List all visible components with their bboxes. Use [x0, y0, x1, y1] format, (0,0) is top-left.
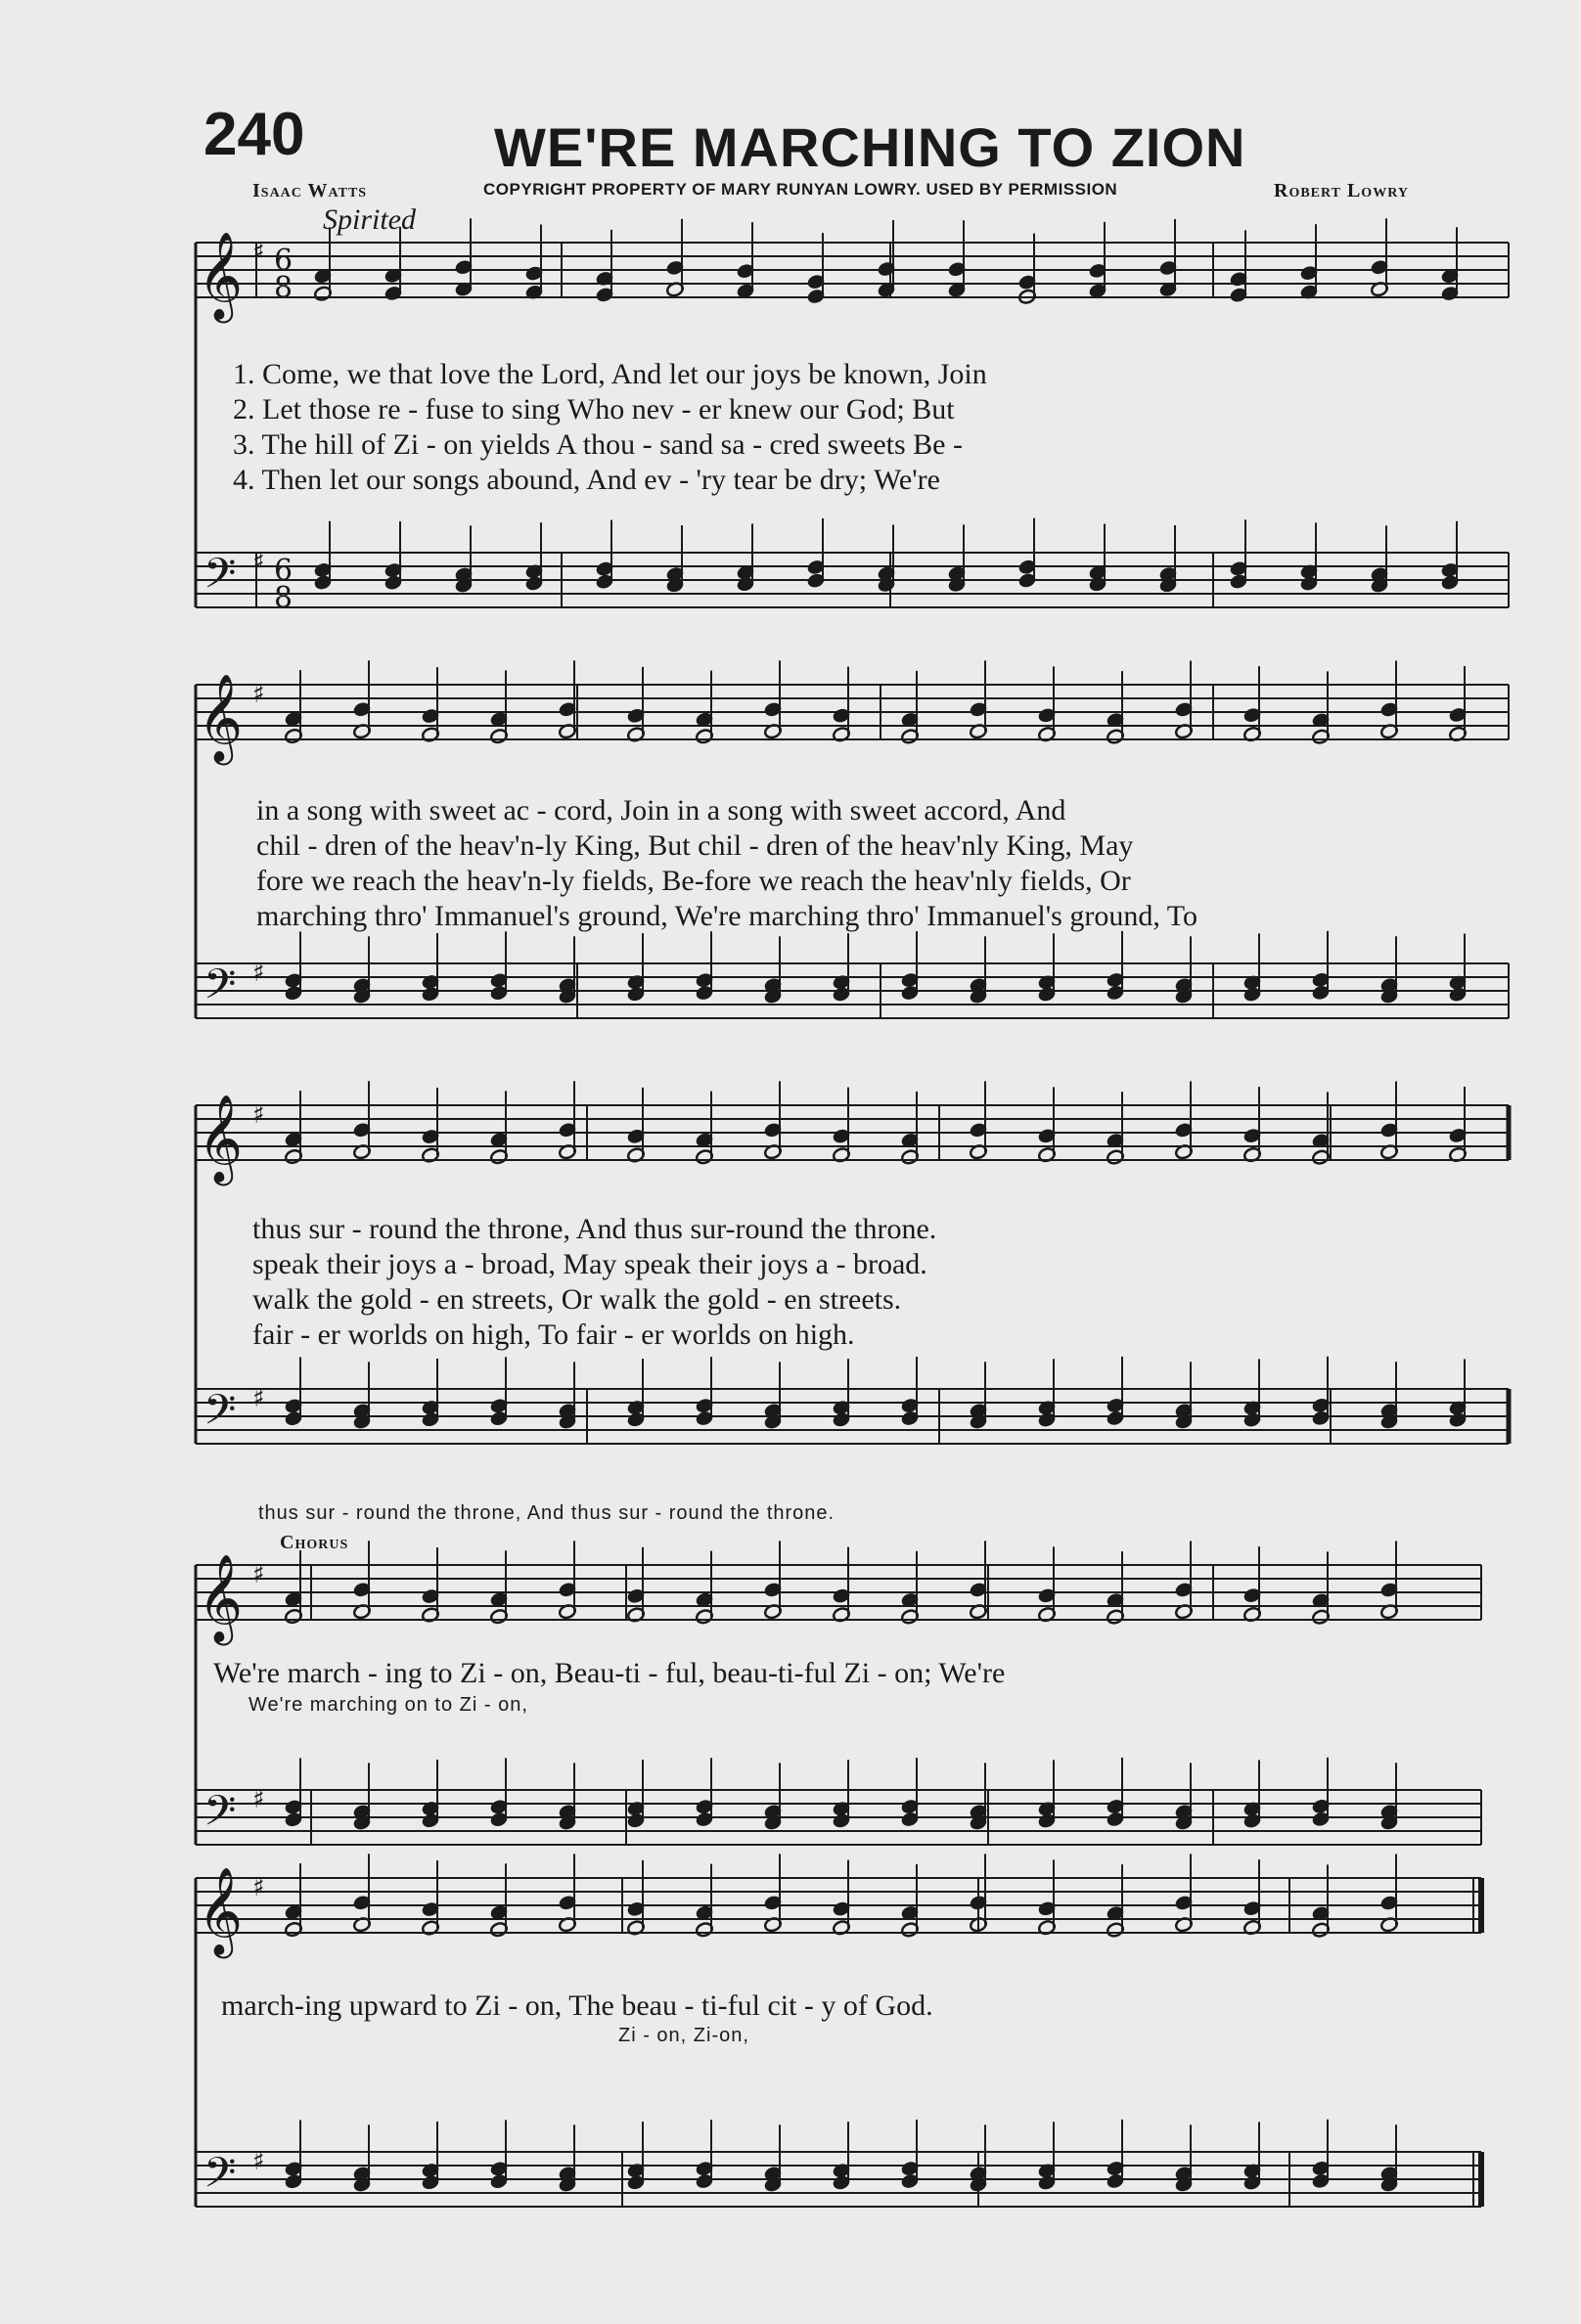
chorus-line: We're march - ing to Zi - on, Beau-ti - ful, beau-ti-ful Zi - on; We're — [213, 1657, 1006, 1689]
chorus-line: march-ing upward to Zi - on, The beau - ti-ful cit - y of God. — [221, 1989, 933, 2022]
composer-credit: Robert Lowry — [1274, 180, 1409, 201]
time-signature-bottom: 8 — [274, 271, 294, 305]
key-sharp-icon: ♯ — [252, 548, 265, 577]
verse-line: fair - er worlds on high, To fair - er worlds on high. — [252, 1318, 855, 1351]
key-sharp-icon: ♯ — [252, 959, 265, 988]
bass-clef-icon: 𝄢 — [203, 1787, 237, 1846]
verse-line: 1. Come, we that love the Lord, And let our joys be known, Join — [233, 358, 987, 390]
bass-clef-icon: 𝄢 — [203, 550, 237, 608]
hymn-number: 240 — [203, 101, 305, 168]
verse-line: thus sur - round the throne, And thus sur-round the throne. — [252, 1213, 937, 1245]
treble-clef-icon: 𝄞 — [198, 674, 244, 762]
time-signature-top: 6 — [274, 554, 294, 588]
key-sharp-icon: ♯ — [252, 238, 265, 267]
verse-line: marching thro' Immanuel's ground, We're marching thro' Immanuel's ground, To — [256, 900, 1198, 932]
verse-line: speak their joys a - broad, May speak their joys a - broad. — [252, 1248, 927, 1280]
key-sharp-icon: ♯ — [252, 680, 265, 709]
treble-clef-icon: 𝄞 — [198, 1867, 244, 1955]
author-credit: Isaac Watts — [252, 180, 368, 201]
treble-clef-icon: 𝄞 — [198, 232, 244, 320]
bass-echo-lyric: thus sur - round the throne, And thus sur - round the throne. — [258, 1502, 836, 1524]
key-sharp-icon: ♯ — [252, 1785, 265, 1814]
hymn-title: WE'RE MARCHING TO ZION — [494, 116, 1246, 178]
key-sharp-icon: ♯ — [252, 2147, 265, 2176]
treble-clef-icon: 𝄞 — [198, 1554, 244, 1642]
verse-line: 3. The hill of Zi - on yields A thou - sand sa - cred sweets Be - — [233, 428, 963, 461]
bass-clef-icon: 𝄢 — [203, 1386, 237, 1445]
verse-line: walk the gold - en streets, Or walk the gold - en streets. — [252, 1283, 902, 1316]
key-sharp-icon: ♯ — [252, 1873, 265, 1902]
verse-line: fore we reach the heav'n-ly fields, Be-fore we reach the heav'nly fields, Or — [256, 865, 1131, 897]
copyright-notice: COPYRIGHT PROPERTY OF MARY RUNYAN LOWRY. USED BY PERMISSION — [483, 180, 1118, 199]
tempo-marking: Spirited — [323, 203, 416, 236]
bass-clef-icon: 𝄢 — [203, 961, 237, 1019]
chorus-echo: We're marching on to Zi - on, — [248, 1694, 528, 1716]
bass-clef-icon: 𝄢 — [203, 2149, 237, 2208]
key-sharp-icon: ♯ — [252, 1384, 265, 1413]
verse-line: in a song with sweet ac - cord, Join in a song with sweet accord, And — [256, 794, 1066, 827]
chorus-echo: Zi - on, Zi-on, — [618, 2025, 749, 2046]
verse-line: 4. Then let our songs abound, And ev - 'ry tear be dry; We're — [233, 464, 940, 496]
chorus-label: Chorus — [280, 1532, 349, 1553]
key-sharp-icon: ♯ — [252, 1100, 265, 1130]
key-sharp-icon: ♯ — [252, 1560, 265, 1589]
verse-line: chil - dren of the heav'n-ly King, But chil - dren of the heav'nly King, May — [256, 829, 1134, 862]
verse-line: 2. Let those re - fuse to sing Who nev - er knew our God; But — [233, 393, 955, 425]
time-signature-top: 6 — [274, 244, 294, 278]
time-signature-bottom: 8 — [274, 581, 294, 615]
treble-clef-icon: 𝄞 — [198, 1095, 244, 1183]
